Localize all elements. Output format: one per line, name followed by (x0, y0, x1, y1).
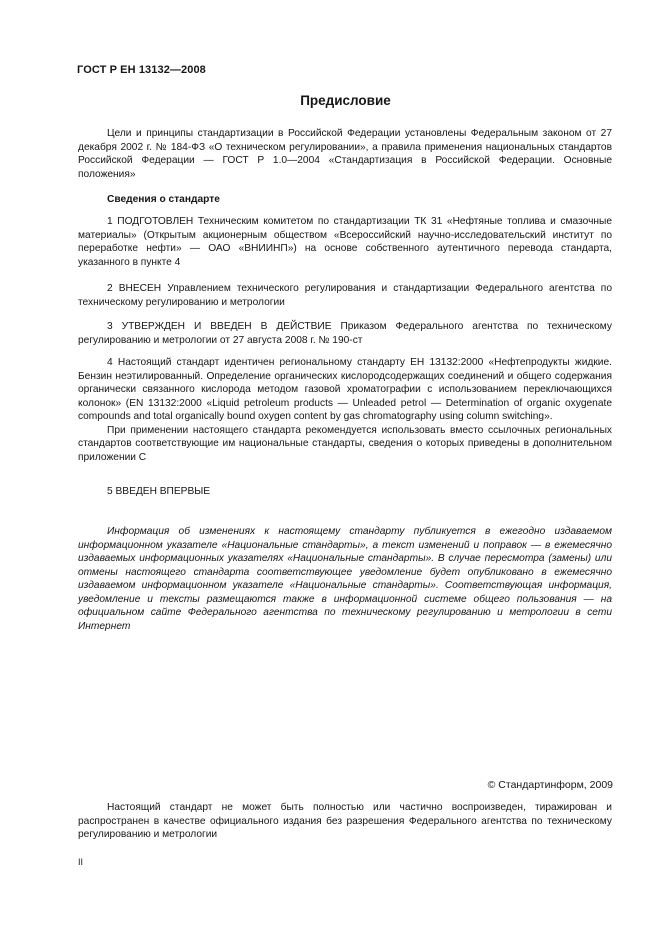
item-4-note: При применении настоящего стандарта рекомендуется использовать вместо ссылочных региональных стандартов соответствующие им национальные стандарты, сведения о которых приведены в дополнительном приложении С (78, 424, 612, 463)
item-4-block (78, 356, 612, 464)
document-header: ГОСТ Р ЕН 13132—2008 (77, 64, 206, 76)
item-5-block (78, 485, 612, 499)
item-2-block (78, 282, 612, 309)
item-3-block (78, 320, 612, 347)
item-4-paragraph: 4 Настоящий стандарт идентичен региональному стандарту ЕН 13132:2000 «Нефтепродукты жидкие. Бензин неэтилированный. Определение органических кислородсодержащих соединений и общего содержания органически связанного кислорода методом газовой хроматографии с использованием переключающихся колонок» (EN 13132:2000 «Liquid petroleum products — Unleaded petrol — Determination of organic oxygenate compounds and total organically bound oxygen content by gas chromatography using column switching». (78, 357, 612, 422)
copyright: © Стандартинформ, 2009 (487, 779, 613, 791)
item-1-paragraph: 1 ПОДГОТОВЛЕН Техническим комитетом по стандартизации ТК 31 «Нефтяные топлива и смазочные материалы» (Открытым акционерным обществом «Всероссийский научно-исследовательский институт по переработке нефти» — ОАО «ВНИИНП») на основе собственного аутентичного перевода стандарта, указанного в пункте 4 (78, 216, 612, 268)
info-notice-block (78, 525, 612, 633)
page-title: Предисловие (300, 93, 391, 108)
reproduction-notice-block (78, 801, 612, 842)
item-5-paragraph: 5 ВВЕДЕН ВПЕРВЫЕ (107, 486, 211, 497)
reproduction-notice: Настоящий стандарт не может быть полностью или частично воспроизведен, тиражирован и распространен в качестве официального издания без разрешения Федерального агентства по техническому регулированию и метрологии (78, 802, 612, 840)
intro-paragraph: Цели и принципы стандартизации в Российской Федерации установлены Федеральным законом от 27 декабря 2002 г. № 184-ФЗ «О техническом регулировании», а правила применения национальных стандартов Российской Федерации — ГОСТ Р 1.0—2004 «Стандартизация в Российской Федерации. Основные положения» (78, 128, 612, 180)
section-heading: Сведения о стандарте (107, 194, 220, 205)
item-1-block (78, 215, 612, 269)
intro-block (78, 127, 612, 181)
item-3-paragraph: 3 УТВЕРЖДЕН И ВВЕДЕН В ДЕЙСТВИЕ Приказом Федерального агентства по техническому регулированию и метрологии от 27 августа 2008 г. № 190-ст (78, 321, 612, 346)
section-heading-block (78, 193, 612, 207)
info-notice: Информация об изменениях к настоящему стандарту публикуется в ежегодно издаваемом информационном указателе «Национальные стандарты», а текст изменений и поправок — в ежемесячно издаваемых информационных указателях «Национальные стандарты». В случае пересмотра (замены) или отмены настоящего стандарта соответствующее уведомление будет опубликовано в ежемесячно издаваемом информационном указателе «Национальные стандарты». Соответствующая информация, уведомление и тексты размещаются также в информационной системе общего пользования — на официальном сайте Федерального агентства по техническому регулированию и метрологии в сети Интернет (78, 526, 612, 632)
page-number: II (78, 857, 84, 867)
item-2-paragraph: 2 ВНЕСЕН Управлением технического регулирования и стандартизации Федерального агентства по техническому регулированию и метрологии (78, 283, 612, 308)
